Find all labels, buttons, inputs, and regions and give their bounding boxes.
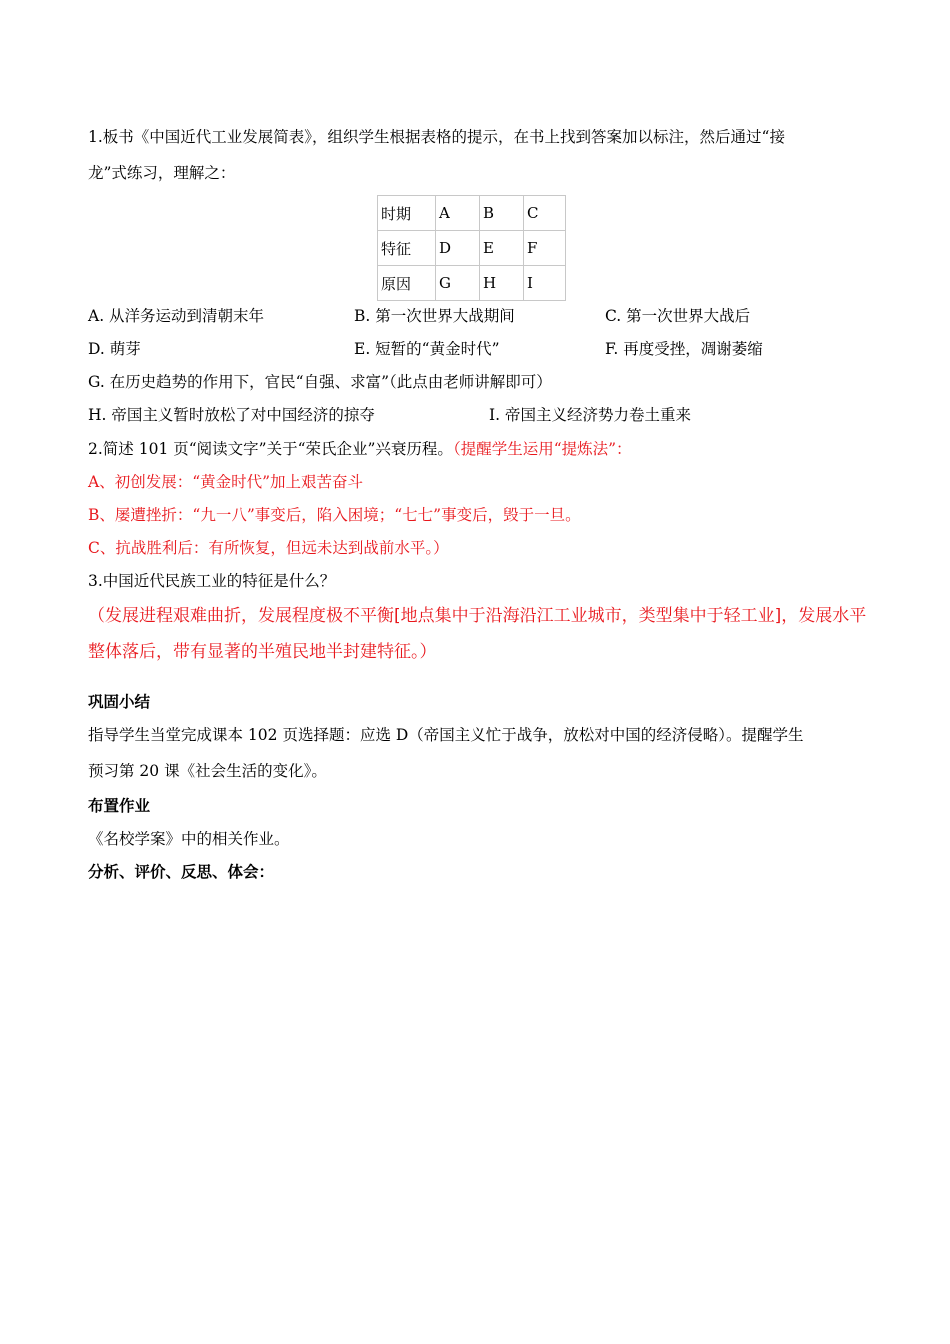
option-e: E. 短暂的“黄金时代” — [354, 340, 500, 358]
option-a: A. 从洋务运动到清朝末年 — [88, 307, 265, 325]
question-1-line-2: 龙”式练习，理解之： — [88, 164, 236, 182]
question-2-answer-c: C、抗战胜利后：有所恢复，但远未达到战前水平。） — [88, 539, 449, 557]
homework-text: 《名校学案》中的相关作业。 — [88, 830, 290, 848]
option-d: D. 萌芽 — [88, 340, 141, 358]
reflection-heading: 分析、评价、反思、体会： — [88, 863, 275, 881]
option-g: G. 在历史趋势的作用下，官民“自强、求富”（此点由老师讲解即可） — [88, 373, 552, 391]
table-cell: 时期 — [378, 196, 436, 231]
option-i: I. 帝国主义经济势力卷土重来 — [489, 406, 691, 424]
industry-development-table — [377, 195, 566, 301]
question-3-text: 3.中国近代民族工业的特征是什么？ — [88, 572, 336, 590]
question-2-text — [88, 439, 632, 459]
table-cell: G — [436, 266, 480, 301]
question-3-answer-line-2: 整体落后，带有显著的半殖民地半封建特征。） — [88, 642, 437, 662]
table-cell: E — [480, 231, 524, 266]
question-1-line-1: 1.板书《中国近代工业发展简表》，组织学生根据表格的提示，在书上找到答案加以标注，然后通过“接 — [88, 128, 785, 146]
table-row — [378, 231, 566, 266]
question-2-answer-b: B、屡遭挫折：“九一八”事变后，陷入困境；“七七”事变后，毁于一旦。 — [88, 506, 581, 524]
option-h: H. 帝国主义暂时放松了对中国经济的掠夺 — [88, 406, 375, 424]
summary-heading: 巩固小结 — [88, 693, 151, 711]
table-cell: 特征 — [378, 231, 436, 266]
summary-line-2: 预习第 20 课《社会生活的变化》。 — [88, 762, 327, 780]
question-2-hint: （提醒学生运用“提炼法”： — [452, 440, 632, 458]
question-2-answer-a: A、初创发展：“黄金时代”加上艰苦奋斗 — [88, 473, 364, 491]
summary-line-1: 指导学生当堂完成课本 102 页选择题：应选 D（帝国主义忙于战争，放松对中国的经济侵略）。提醒学生 — [88, 726, 804, 744]
table-cell: A — [436, 196, 480, 231]
table-cell: F — [524, 231, 566, 266]
option-b: B. 第一次世界大战期间 — [354, 307, 515, 325]
table-row — [378, 196, 566, 231]
option-f: F. 再度受挫，凋谢萎缩 — [605, 340, 763, 358]
option-c: C. 第一次世界大战后 — [605, 307, 751, 325]
table-cell: D — [436, 231, 480, 266]
table-cell: C — [524, 196, 566, 231]
table-cell: 原因 — [378, 266, 436, 301]
table-cell: I — [524, 266, 566, 301]
question-2-prompt: 2.简述 101 页“阅读文字”关于“荣氏企业”兴衰历程。 — [88, 440, 453, 458]
table-row — [378, 266, 566, 301]
table-cell: B — [480, 196, 524, 231]
table-cell: H — [480, 266, 524, 301]
homework-heading: 布置作业 — [88, 797, 151, 815]
question-3-answer-line-1: （发展进程艰难曲折，发展程度极不平衡[地点集中于沿海沿江工业城市，类型集中于轻工业]，发展水平 — [88, 606, 867, 626]
